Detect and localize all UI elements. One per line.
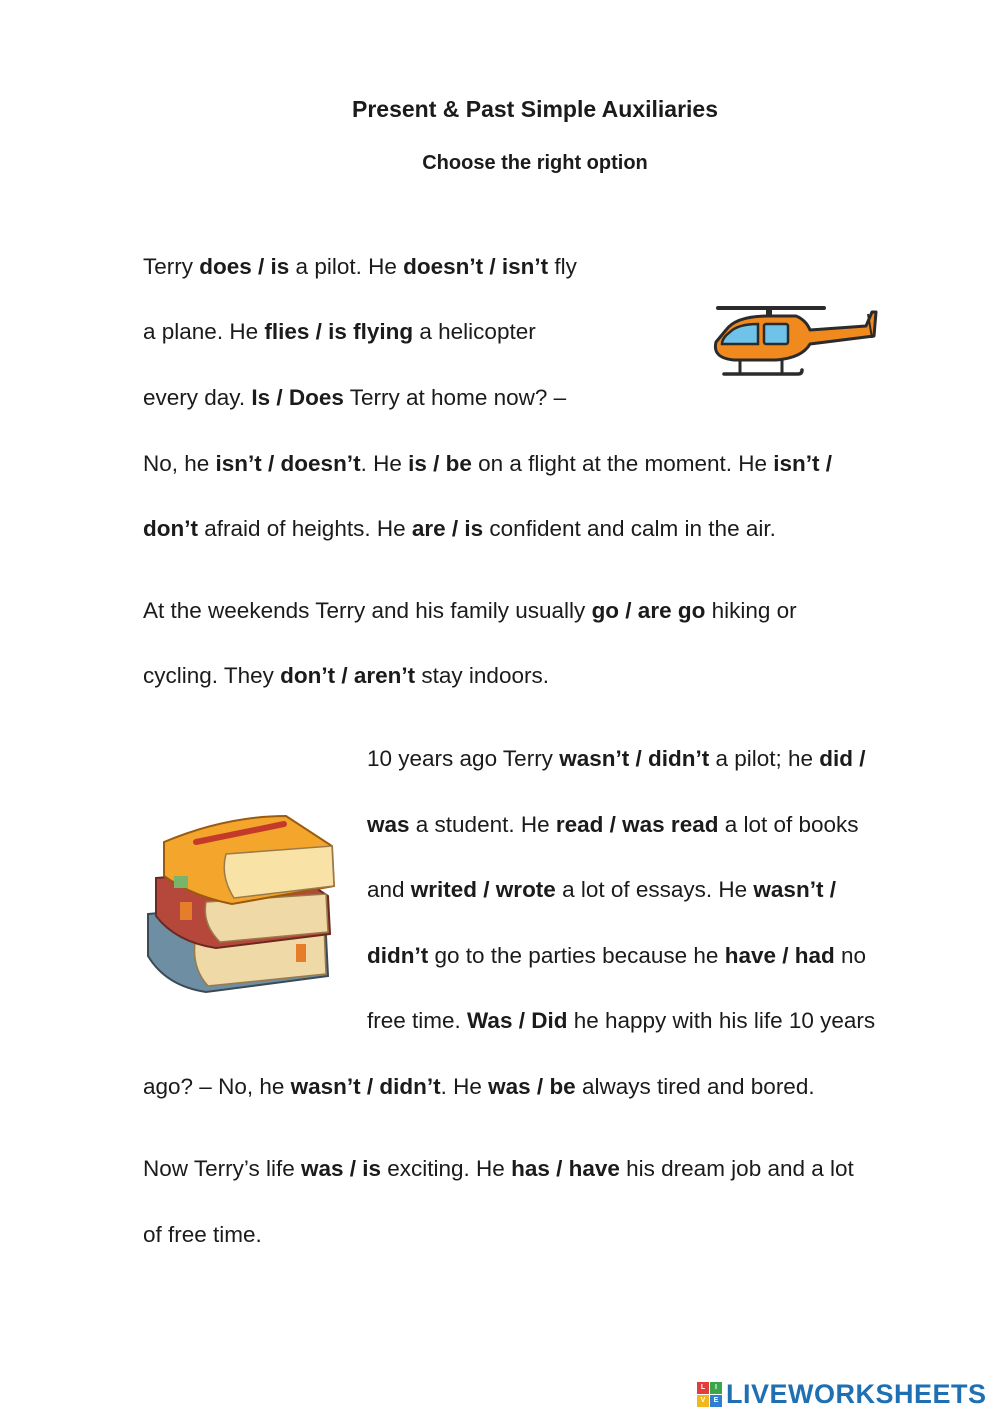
page-title: Present & Past Simple Auxiliaries bbox=[351, 96, 719, 122]
text-line bbox=[143, 596, 797, 626]
text-line bbox=[367, 1006, 875, 1036]
sentence-text: a plane. He bbox=[143, 319, 265, 344]
sentence-text: every day. bbox=[143, 385, 252, 410]
sentence-text: no bbox=[834, 943, 867, 968]
answer-options[interactable]: isn’t / bbox=[773, 451, 833, 476]
text-line bbox=[367, 941, 866, 971]
sentence-text: At the weekends Terry and his family usually bbox=[143, 598, 592, 623]
liveworksheets-logo bbox=[697, 1378, 987, 1410]
sentence-text: confident and calm in the air. bbox=[483, 516, 776, 541]
text-line bbox=[143, 1154, 854, 1184]
answer-options[interactable]: wasn’t / didn’t bbox=[290, 1074, 441, 1099]
sentence-text: and bbox=[367, 877, 411, 902]
sentence-text: Now Terry’s life bbox=[143, 1156, 301, 1181]
answer-options[interactable]: are / is bbox=[411, 516, 484, 541]
sentence-text: hiking or bbox=[705, 598, 797, 623]
logo-tile: I bbox=[710, 1382, 722, 1394]
text-line bbox=[143, 514, 776, 544]
text-line bbox=[143, 449, 832, 479]
text-line bbox=[367, 875, 836, 905]
text-line bbox=[143, 383, 566, 413]
answer-options[interactable]: was bbox=[367, 812, 410, 837]
text-line bbox=[143, 252, 577, 282]
answer-options[interactable]: have / had bbox=[724, 943, 835, 968]
sentence-text: stay indoors. bbox=[415, 663, 549, 688]
sentence-text: a pilot; he bbox=[709, 746, 820, 771]
sentence-text: No, he bbox=[143, 451, 216, 476]
sentence-text: on a flight at the moment. He bbox=[471, 451, 774, 476]
sentence-text: he happy with his life 10 years bbox=[567, 1008, 876, 1033]
sentence-text: Terry at home now? – bbox=[343, 385, 567, 410]
sentence-text: go to the parties because he bbox=[428, 943, 725, 968]
page-subtitle: Choose the right option bbox=[422, 152, 648, 174]
answer-options[interactable]: didn’t bbox=[367, 943, 429, 968]
answer-options[interactable]: was / is bbox=[300, 1156, 382, 1181]
sentence-text: cycling. They bbox=[143, 663, 281, 688]
sentence-text: 10 years ago Terry bbox=[367, 746, 560, 771]
sentence-text: fly bbox=[548, 254, 577, 279]
text-line bbox=[143, 1220, 262, 1250]
answer-options[interactable]: does / is bbox=[199, 254, 290, 279]
answer-options[interactable]: read / was read bbox=[555, 812, 719, 837]
logo-tile: L bbox=[697, 1382, 709, 1394]
answer-options[interactable]: doesn’t / isn’t bbox=[403, 254, 549, 279]
sentence-text: a lot of books bbox=[718, 812, 859, 837]
sentence-text: . He bbox=[440, 1074, 489, 1099]
sentence-text: of free time. bbox=[143, 1222, 262, 1247]
helicopter-icon bbox=[706, 298, 881, 388]
answer-options[interactable]: Was / Did bbox=[467, 1008, 568, 1033]
sentence-text: free time. bbox=[367, 1008, 468, 1033]
answer-options[interactable]: did / bbox=[819, 746, 866, 771]
text-line bbox=[143, 661, 549, 691]
logo-wordmark: LIVEWORKSHEETS bbox=[726, 1378, 987, 1409]
answer-options[interactable]: isn’t / doesn’t bbox=[215, 451, 361, 476]
sentence-text: . He bbox=[360, 451, 409, 476]
answer-options[interactable]: writed / wrote bbox=[410, 877, 556, 902]
sentence-text: ago? – No, he bbox=[143, 1074, 291, 1099]
answer-options[interactable]: don’t bbox=[143, 516, 198, 541]
books-icon bbox=[136, 806, 344, 996]
sentence-text: a lot of essays. He bbox=[555, 877, 754, 902]
text-line bbox=[143, 1072, 815, 1102]
answer-options[interactable]: Is / Does bbox=[251, 385, 344, 410]
sentence-text: his dream job and a lot bbox=[619, 1156, 854, 1181]
answer-options[interactable]: was / be bbox=[488, 1074, 576, 1099]
logo-tile: V bbox=[697, 1395, 709, 1407]
text-line bbox=[143, 317, 536, 347]
answer-options[interactable]: don’t / aren’t bbox=[280, 663, 416, 688]
logo-tiles-icon bbox=[697, 1382, 722, 1407]
sentence-text: Terry bbox=[143, 254, 200, 279]
sentence-text: a helicopter bbox=[413, 319, 536, 344]
text-line bbox=[367, 810, 859, 840]
sentence-text: exciting. He bbox=[381, 1156, 512, 1181]
sentence-text: a pilot. He bbox=[289, 254, 404, 279]
sentence-text: always tired and bored. bbox=[575, 1074, 815, 1099]
answer-options[interactable]: wasn’t / didn’t bbox=[559, 746, 710, 771]
sentence-text: afraid of heights. He bbox=[197, 516, 412, 541]
answer-options[interactable]: has / have bbox=[511, 1156, 620, 1181]
answer-options[interactable]: flies / is flying bbox=[264, 319, 414, 344]
answer-options[interactable]: is / be bbox=[408, 451, 472, 476]
answer-options[interactable]: go / are go bbox=[591, 598, 706, 623]
answer-options[interactable]: wasn’t / bbox=[753, 877, 836, 902]
logo-tile: E bbox=[710, 1395, 722, 1407]
text-line bbox=[367, 744, 866, 774]
sentence-text: a student. He bbox=[409, 812, 556, 837]
